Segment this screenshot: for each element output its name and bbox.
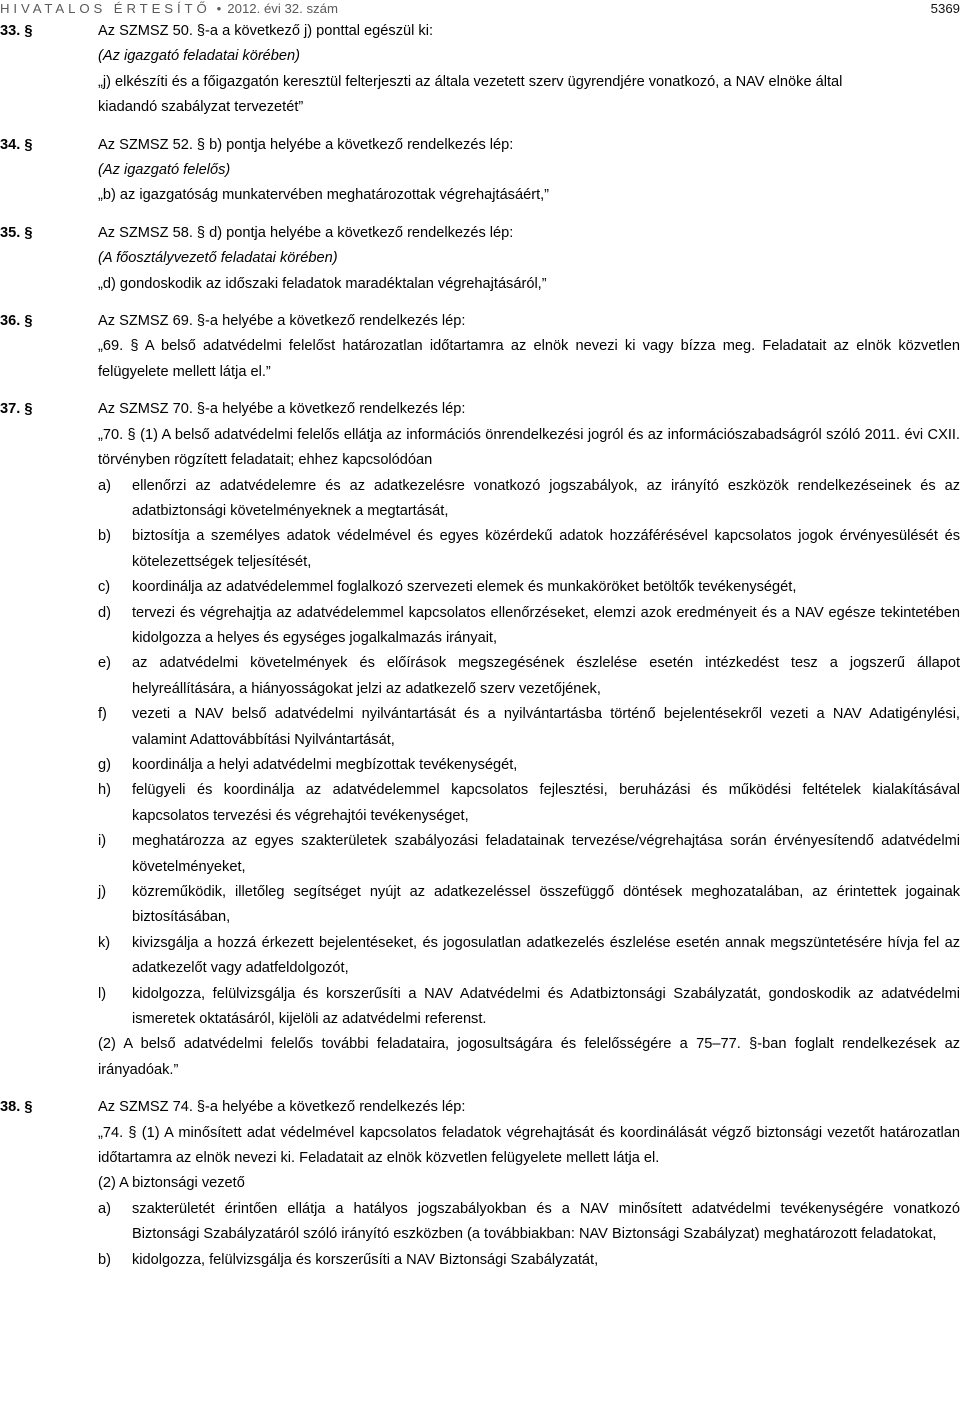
section-heading [0,309,960,334]
provision-outro: (2) A belső adatvédelmi felelős további feladataira, jogosultságára és felelősségére a 75–77. §-ban foglalt rendelkezések az irányadóak.” [98,1036,960,1078]
section-35 [0,221,960,297]
list-item [0,474,960,525]
list-item [0,753,960,778]
provision-text-continued: kiadandó szabályzat tervezetét” [98,99,304,116]
section-number: 37. § [0,401,33,418]
list-item [0,982,960,1033]
page-number: 5369 [930,1,960,16]
list-item [0,880,960,931]
section-number: 35. § [0,224,33,241]
amendment-command: Az SZMSZ 70. §-a helyébe a következő rendelkezés lép: [98,401,466,418]
context-line: (Az igazgató feladatai körében) [98,48,301,65]
list-label: d) [98,604,111,621]
section-33 [0,19,960,121]
list-item [0,702,960,753]
section-34 [0,133,960,209]
amendment-command: Az SZMSZ 50. §-a a következő j) ponttal egészül ki: [98,23,433,39]
list-label: a) [98,477,111,494]
list-label: f) [98,706,107,723]
list-label: j) [98,884,107,900]
duties-list [0,1197,960,1273]
list-item [0,778,960,829]
list-text: közreműködik, illetőleg segítséget nyújt az adatkezeléssel összefüggő döntések meghozatalában, az érintettek jogainak biztosításában, [132,884,960,926]
list-text: ellenőrzi az adatvédelemre és az adatkezelésre vonatkozó jogszabályok, az irányító eszközök rendelkezéseinek és az adatbiztonsági követelményeknek a megtartását, [132,477,960,519]
list-item [0,524,960,575]
list-text: tervezi és végrehajtja az adatvédelemmel kapcsolatos ellenőrzéseket, elemzi azok eredményeit és a NAV egésze tekintetében kidolgozza a helyes és egységes jogalkalmazás irányait, [132,604,960,646]
running-title [0,1,338,16]
issue-number: 2012. évi 32. szám [227,1,338,16]
list-item [0,601,960,652]
section-heading [0,1095,960,1120]
section-36 [0,309,960,385]
list-text: biztosítja a személyes adatok védelmével és egyes közérdekű adatok hozzáférésével kapcsolatos jogok érvényesülését és kötelezettségek teljesítését, [132,528,960,570]
context-line: (Az igazgató felelős) [98,162,231,179]
bullet-separator: • [216,1,222,16]
provision-text: „j) elkészíti és a főigazgatón keresztül felterjeszti az általa vezetett szerv ügyrendjére vonatkozó, a NAV elnöke által [98,73,843,90]
list-text: szakterületét érintően ellátja a hatályos jogszabályokban és a NAV minősített adatvédelmi tevékenységére vonatkozó Biztonsági Szabályzatáról szóló irányító eszközben (a továbbiakban: NAV Biztonsági Szabályzat) meghatározott feladatokat, [132,1200,960,1243]
list-label: e) [98,655,111,672]
duties-list [0,474,960,1033]
list-item [0,575,960,600]
list-label: a) [98,1200,111,1217]
provision-intro: „70. § (1) A belső adatvédelmi felelős ellátja az információs önrendelkezési jogról és az információszabadságról szóló 2011. évi CXII. törvényben rögzített feladatait; ehhez kapcsolódóan [98,426,960,469]
section-heading [0,19,960,44]
provision-subsection: (2) A biztonsági vezető [98,1175,245,1192]
running-header [0,0,960,21]
provision-text: „69. § A belső adatvédelmi felelőst határozatlan időtartamra az elnök nevezi ki vagy bízza meg. Feladatait az elnök közvetlen felügyelete mellett látja el.” [98,338,960,380]
section-number: 33. § [0,23,33,39]
amendment-command: Az SZMSZ 58. § d) pontja helyébe a következő rendelkezés lép: [98,224,514,241]
section-38 [0,1095,960,1273]
publication-title: HIVATALOS ÉRTESÍTŐ [0,1,211,16]
list-item [0,829,960,880]
section-heading [0,221,960,246]
list-text: az adatvédelmi követelmények és előírások megszegésének észlelése esetén intézkedést tesz a jogszerű állapot helyreállítására, a hiányosságokat jelzi az adatkezelő szerv vezetőjének, [132,655,960,697]
list-text: kidolgozza, felülvizsgálja és korszerűsíti a NAV Adatvédelmi és Adatbiztonsági Szabályzatát, gondoskodik az adatvédelmi ismeretek oktatásáról, kijelöli az adatvédelmi referenst. [132,985,960,1028]
section-heading [0,133,960,158]
amendment-command: Az SZMSZ 74. §-a helyébe a következő rendelkezés lép: [98,1099,466,1116]
list-text: vezeti a NAV belső adatvédelmi nyilvántartását és a nyilvántartásba történő bejelentésekről vezeti a NAV Adatigénylési, valamint Adattovábbítási Nyilvántartását, [132,706,960,748]
section-number: 36. § [0,313,33,330]
list-text: kidolgozza, felülvizsgálja és korszerűsíti a NAV Biztonsági Szabályzatát, [132,1251,599,1268]
list-item [0,1197,960,1248]
list-label: k) [98,934,111,951]
list-label: b) [98,528,111,545]
document-body [0,19,960,1285]
list-label: l) [98,985,107,1002]
provision-intro: „74. § (1) A minősített adat védelmével kapcsolatos feladatok végrehajtását és koordinálását végző biztonsági vezetőt határozatlan időtartamra az elnök nevezi ki. Feladatait az elnök közvetlen felügyelete mellett látja el. [98,1124,960,1167]
list-item [0,1248,960,1273]
list-label: c) [98,579,111,596]
provision-text: „b) az igazgatóság munkatervében meghatározottak végrehajtásáért,” [98,187,550,204]
list-label: i) [98,833,107,850]
list-text: felügyeli és koordinálja az adatvédelemmel kapcsolatos fejlesztési, beruházási és működési feltételek kialakításával kapcsolatos tervezési és végrehajtói tevékenységet, [132,782,960,824]
list-item [0,931,960,982]
section-number: 34. § [0,136,33,153]
list-item [0,651,960,702]
provision-text: „d) gondoskodik az időszaki feladatok maradéktalan végrehajtásáról,” [98,275,547,292]
list-label: g) [98,756,111,773]
amendment-command: Az SZMSZ 69. §-a helyébe a következő rendelkezés lép: [98,313,466,330]
list-label: h) [98,782,111,799]
section-37 [0,397,960,1083]
list-text: koordinálja a helyi adatvédelmi megbízottak tevékenységét, [132,756,518,773]
list-text: meghatározza az egyes szakterületek szabályozási feladatainak tervezése/végrehajtása során érvényesítendő adatvédelmi követelményeket, [132,833,960,875]
section-heading [0,397,960,422]
list-text: koordinálja az adatvédelemmel foglalkozó szervezeti elemek és munkaköröket betöltők tevékenységét, [132,579,797,596]
amendment-command: Az SZMSZ 52. § b) pontja helyébe a következő rendelkezés lép: [98,136,514,153]
context-line: (A főosztályvezető feladatai körében) [98,250,338,267]
list-label: b) [98,1251,111,1268]
list-text: kivizsgálja a hozzá érkezett bejelentéseket, és jogosulatlan adatkezelés észlelése esetén annak megszüntetésére hívja fel az adatkezelőt vagy adatfeldolgozót, [132,934,960,977]
section-number: 38. § [0,1099,33,1116]
